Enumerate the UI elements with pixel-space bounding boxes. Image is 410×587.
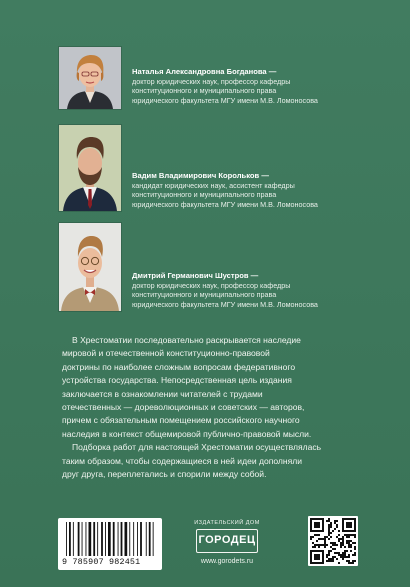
author-name: Дмитрий Германович Шустров — (132, 271, 259, 280)
annotation-line: мировой и отечественной конституционно-правовой (62, 348, 270, 359)
author-title-line: юридического факультета МГУ имени М.В. Ломоносова (132, 199, 318, 209)
author-title-line: конституционного и муниципального права (132, 86, 277, 96)
author-photo-korolkov (58, 124, 122, 212)
author-info-korolkov (132, 171, 402, 209)
annotation-line: наследия в контекст общемировой публично-правовой мысли. (62, 428, 312, 439)
author-info-shustrov (132, 271, 402, 309)
author-title (132, 181, 402, 209)
publisher-tagline: ИЗДАТЕЛЬСКИЙ ДОМ (194, 520, 260, 526)
barcode-icon (58, 522, 162, 562)
annotation-line: заключается в ознакомлении читателей с трудами (62, 388, 263, 399)
author-info-bogdanova (132, 67, 402, 105)
author-name: Вадим Владимирович Корольков — (132, 171, 269, 180)
author-title-line: доктор юридических наук, профессор кафедры (132, 281, 291, 290)
author-block-bogdanova (58, 38, 398, 114)
annotation-line: доктрины по наиболее сложным вопросам федеративного (62, 361, 296, 372)
annotation-paragraph (62, 441, 360, 481)
qr-code-icon (308, 516, 358, 566)
annotation-line: устройства государства. Непосредственная цель издания (62, 375, 292, 386)
author-title-line: доктор юридических наук, профессор кафедры (132, 77, 291, 86)
author-title-line: кандидат юридических наук, ассистент кафедры (132, 181, 295, 190)
isbn-barcode (58, 518, 162, 570)
author-block-korolkov (58, 120, 398, 210)
author-name: Наталья Александровна Богданова — (132, 67, 277, 76)
author-title-line: юридического факультета МГУ имени М.В. Ломоносова (132, 299, 318, 309)
publisher-logo: ГОРОДЕЦ (196, 529, 258, 553)
annotation-line: причем с обязательным помещением российского научного (62, 415, 300, 426)
publisher-url[interactable]: www.gorodets.ru (200, 558, 254, 565)
annotation-line: таким образом, чтобы содержащиеся в ней идеи дополняли (62, 455, 303, 466)
author-title (132, 77, 402, 105)
annotation-paragraph (62, 334, 360, 441)
book-annotation (62, 334, 360, 481)
author-title (132, 281, 402, 309)
author-photo-shustrov (58, 222, 122, 312)
author-title-line: конституционного и муниципального права (132, 190, 277, 200)
annotation-line: В Хрестоматии последовательно раскрывается наследие (72, 335, 301, 345)
publisher-block (188, 520, 266, 565)
author-photo-bogdanova (58, 46, 122, 110)
annotation-line: отечественных — дореволюционных и советских — авторов, (62, 402, 305, 413)
annotation-line: Подборка работ для настоящей Хрестоматии осуществлялась (72, 442, 322, 453)
author-title-line: конституционного и муниципального права (132, 290, 277, 300)
author-title-line: юридического факультета МГУ имени М.В. Ломоносова (132, 95, 318, 105)
qr-code[interactable] (308, 516, 358, 566)
annotation-line: друг друга, переплетались и спорили между собой. (62, 469, 267, 480)
barcode-digits: 9 785907 982451 (62, 557, 141, 567)
author-block-shustrov (58, 222, 398, 312)
